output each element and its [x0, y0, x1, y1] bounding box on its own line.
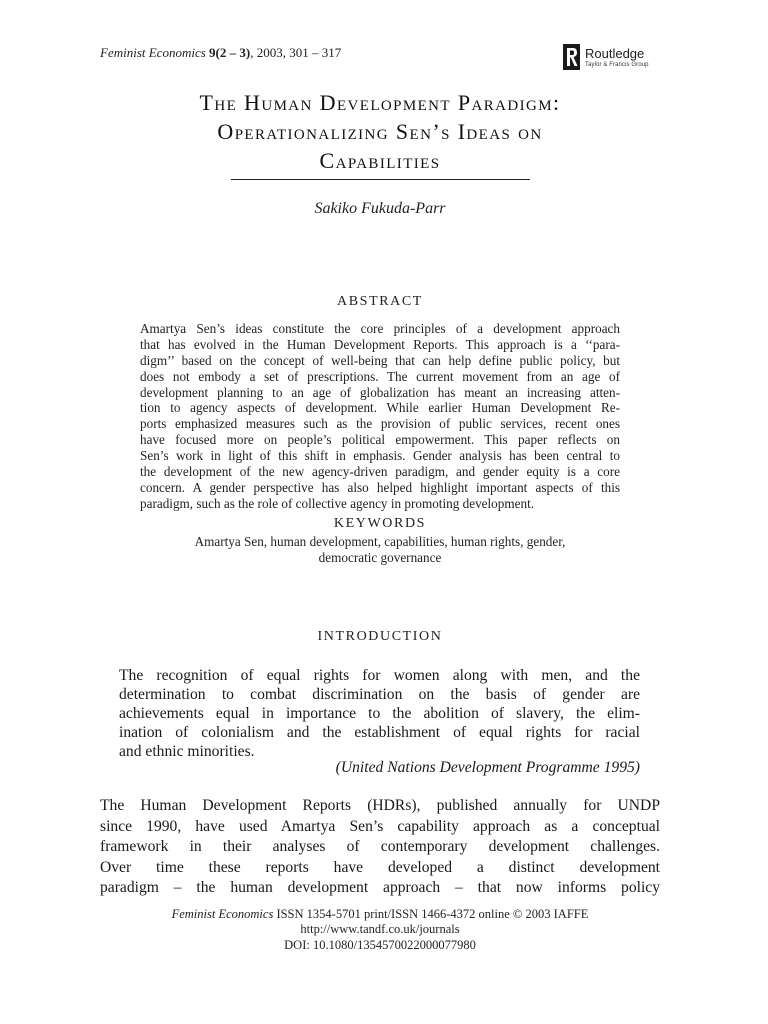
paragraph-line: paradigm – the human development approach – that now informs policy: [100, 879, 660, 897]
keywords-line: Amartya Sen, human development, capabilities, human rights, gender,: [194, 534, 566, 549]
abstract-body: [140, 321, 620, 512]
quote-line: determination to combat discrimination on the basis of gender are: [119, 685, 640, 703]
abstract-line: Sen’s work in light of this shift in emphasis. Gender analysis has been central to: [140, 448, 620, 464]
publisher-group: Taylor & Francis Group: [585, 62, 649, 68]
abstract-line: that has evolved in the Human Development Reports. This approach is a ‘‘para-: [140, 336, 620, 352]
article-title: [100, 88, 660, 175]
footer-url[interactable]: http://www.tandf.co.uk/journals: [300, 922, 460, 937]
abstract-line: digm’’ based on the concept of well-being that can help define public policy, but: [140, 352, 620, 368]
abstract-heading: ABSTRACT: [337, 294, 423, 309]
volume-issue: 9(2 – 3): [209, 45, 251, 60]
page-footer: [100, 907, 660, 953]
journal-citation: [100, 45, 341, 61]
title-line: Operationalizing Sen’s Ideas on: [217, 119, 543, 144]
abstract-line: concern. A gender perspective has also helped highlight important aspects of this: [140, 479, 620, 495]
title-divider: [231, 179, 530, 180]
footer-issn: ISSN 1354-5701 print/ISSN 1466-4372 online © 2003 IAFFE: [273, 907, 589, 921]
quote-source: (United Nations Development Programme 1995): [335, 759, 640, 776]
publisher-name: Routledge: [585, 46, 645, 61]
footer-issn-line: [100, 907, 660, 922]
paragraph-line: framework in their analyses of contemporary development challenges.: [100, 838, 660, 856]
introduction-paragraph: [100, 796, 660, 899]
abstract-line: have focused more on people’s political empowerment. This paper reflects on: [140, 432, 620, 448]
author-name: Sakiko Fukuda-Parr: [314, 200, 446, 217]
title-line: The Human Development Paradigm:: [199, 90, 561, 115]
footer-doi: DOI: 10.1080/1354570022000077980: [284, 937, 476, 952]
abstract-line: paradigm, such as the role of collective agency in promoting development.: [140, 495, 535, 511]
journal-name: Feminist Economics: [100, 45, 206, 60]
keywords-line: democratic governance: [318, 549, 442, 565]
quote-line: achievements equal in importance to the abolition of slavery, the elim-: [119, 704, 640, 722]
paragraph-line: since 1990, have used Amartya Sen’s capability approach as a conceptual: [100, 817, 660, 835]
publisher-logo: [563, 44, 673, 74]
quote-line: The recognition of equal rights for women along with men, and the: [119, 667, 640, 684]
quote-line: and ethnic minorities.: [119, 742, 255, 760]
footer-journal-name: Feminist Economics: [171, 907, 274, 921]
abstract-line: does not embody a set of prescriptions. The current movement from an age of: [140, 368, 620, 384]
abstract-line: development planning to an age of globalization has meant an increasing atten-: [140, 384, 620, 400]
abstract-line: ports emphasized measures such as the provision of public services, recent ones: [140, 416, 620, 432]
abstract-line: tion to agency aspects of development. While earlier Human Development Re-: [140, 400, 620, 416]
keywords-heading: KEYWORDS: [333, 516, 427, 531]
abstract-line: Amartya Sen’s ideas constitute the core principles of a development approach: [140, 321, 620, 336]
epigraph-quote: [119, 667, 640, 761]
title-line: Capabilities: [319, 148, 441, 173]
keywords-list: [100, 534, 660, 566]
paragraph-line: The Human Development Reports (HDRs), published annually for UNDP: [100, 797, 660, 814]
abstract-line: the development of the new agency-driven paradigm, and gender equity is a core: [140, 464, 620, 480]
introduction-heading: INTRODUCTION: [317, 629, 443, 644]
routledge-logo-icon: [563, 44, 580, 70]
paragraph-line: Over time these reports have developed a distinct development: [100, 858, 660, 876]
year-pages: , 2003, 301 – 317: [250, 45, 342, 60]
quote-line: ination of colonialism and the establishment of equal rights for racial: [119, 723, 640, 741]
